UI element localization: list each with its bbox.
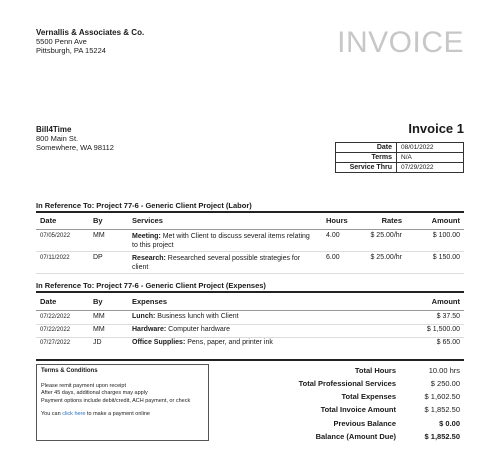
- row-amount: $ 37.50: [436, 313, 460, 320]
- total-label: Balance (Amount Due): [315, 432, 396, 441]
- total-hours-row: [220, 366, 464, 379]
- labor-section-divider: [36, 211, 464, 213]
- terms-pay-suffix: to make a payment online: [85, 411, 150, 417]
- invoice-meta-table: [335, 142, 464, 173]
- company-address-block: [36, 28, 144, 55]
- total-label: Total Expenses: [341, 392, 396, 401]
- previous-balance-row: [220, 419, 464, 432]
- row-date: 07/22/2022: [40, 327, 71, 333]
- meta-label: Terms: [336, 153, 397, 163]
- total-label: Total Hours: [354, 366, 396, 375]
- row-service-description: Researched several possible strategies for client: [132, 255, 301, 271]
- header-rates: Rates: [381, 216, 402, 225]
- expenses-section-title: In Reference To: Project 77-6 - Generic Client Project (Expenses): [36, 281, 266, 290]
- terms-line: After 45 days, additional charges may apply: [41, 390, 148, 396]
- row-expense: [132, 313, 239, 320]
- row-expense: [132, 339, 273, 346]
- total-label: Total Professional Services: [298, 379, 396, 388]
- client-address-line2: Somewhere, WA 98112: [36, 143, 114, 152]
- row-expense-description: Computer hardware: [166, 326, 231, 333]
- total-value: $ 1,602.50: [424, 392, 460, 401]
- total-professional-services-row: [220, 379, 464, 392]
- document-title: INVOICE: [337, 26, 464, 59]
- row-expense-description: Pens, paper, and printer ink: [185, 339, 273, 346]
- total-expenses-row: [220, 392, 464, 405]
- total-label: Total Invoice Amount: [320, 405, 396, 414]
- meta-label: Service Thru: [336, 163, 397, 173]
- meta-row-date: [336, 143, 464, 153]
- table-row: [36, 232, 464, 252]
- row-service-type: Meeting:: [132, 233, 161, 240]
- terms-title: Terms & Conditions: [41, 368, 98, 374]
- client-name: Bill4Time: [36, 125, 72, 134]
- labor-section-title: In Reference To: Project 77-6 - Generic Client Project (Labor): [36, 201, 252, 210]
- meta-value: 08/01/2022: [397, 143, 464, 153]
- meta-label: Date: [336, 143, 397, 153]
- terms-box: [36, 364, 209, 441]
- table-row: [36, 326, 464, 338]
- client-address-line1: 800 Main St.: [36, 134, 79, 143]
- row-rate: $ 25.00/hr: [370, 232, 402, 239]
- row-service-description: Met with Client to discuss several items relating to this project: [132, 233, 310, 249]
- row-date: 07/27/2022: [40, 340, 71, 346]
- meta-value: N/A: [397, 153, 464, 163]
- header-by: By: [93, 216, 103, 225]
- total-label: Previous Balance: [333, 419, 396, 428]
- expenses-section-divider: [36, 291, 464, 293]
- total-value: $ 0.00: [439, 419, 460, 428]
- totals-divider: [36, 359, 464, 361]
- total-value: $ 1,852.50: [424, 432, 460, 441]
- bill-to-block: [36, 125, 114, 152]
- header-date: Date: [40, 216, 57, 225]
- row-expense-type: Lunch:: [132, 313, 156, 320]
- labor-table-header: [36, 216, 464, 230]
- terms-pay-prefix: You can: [41, 411, 63, 417]
- header-expenses: Expenses: [132, 297, 168, 306]
- meta-row-terms: [336, 153, 464, 163]
- header-date: Date: [40, 297, 57, 306]
- row-date: 07/22/2022: [40, 314, 71, 320]
- invoice-number: Invoice 1: [408, 121, 464, 136]
- table-row: [36, 313, 464, 325]
- row-hours: 4.00: [326, 232, 340, 239]
- row-by: MM: [93, 232, 105, 239]
- company-address-line1: 5500 Penn Ave: [36, 37, 87, 46]
- total-value: $ 250.00: [430, 379, 460, 388]
- expenses-table-header: [36, 297, 464, 311]
- balance-due-row: [220, 432, 464, 445]
- row-date: 07/05/2022: [40, 233, 71, 239]
- terms-line: Payment options include debit/credit, ACH payment, or check: [41, 397, 191, 404]
- table-row: [36, 339, 464, 350]
- row-by: JD: [93, 339, 102, 346]
- row-expense-type: Hardware:: [132, 326, 167, 333]
- total-value: 10.00 hrs: [428, 366, 460, 375]
- row-amount: $ 65.00: [436, 339, 460, 346]
- total-invoice-amount-row: [220, 405, 464, 418]
- header-services: Services: [132, 216, 163, 225]
- terms-line: Please remit payment upon receipt: [41, 382, 126, 389]
- row-expense: [132, 326, 230, 333]
- row-date: 07/11/2022: [40, 255, 70, 261]
- header-amount: Amount: [431, 297, 460, 306]
- row-by: MM: [93, 313, 105, 320]
- company-address-line2: Pittsburgh, PA 15224: [36, 46, 106, 55]
- pay-online-link[interactable]: click here: [62, 411, 86, 417]
- meta-value: 07/29/2022: [397, 163, 464, 173]
- header-hours: Hours: [326, 216, 348, 225]
- row-expense-description: Business lunch with Client: [155, 313, 239, 320]
- terms-payment-line: [41, 411, 204, 419]
- company-name: Vernallis & Associates & Co.: [36, 28, 145, 37]
- row-hours: 6.00: [326, 254, 340, 261]
- row-by: MM: [93, 326, 105, 333]
- total-value: $ 1,852.50: [424, 405, 460, 414]
- row-amount: $ 1,500.00: [426, 326, 460, 333]
- meta-row-service-thru: [336, 163, 464, 173]
- row-service: [132, 254, 317, 272]
- row-amount: $ 100.00: [432, 232, 460, 239]
- row-rate: $ 25.00/hr: [370, 254, 402, 261]
- row-amount: $ 150.00: [432, 254, 460, 261]
- row-service: [132, 232, 312, 250]
- row-by: DP: [93, 254, 103, 261]
- header-amount: Amount: [431, 216, 460, 225]
- table-row: [36, 254, 464, 274]
- row-service-type: Research:: [132, 255, 166, 262]
- header-by: By: [93, 297, 103, 306]
- row-expense-type: Office Supplies:: [132, 339, 186, 346]
